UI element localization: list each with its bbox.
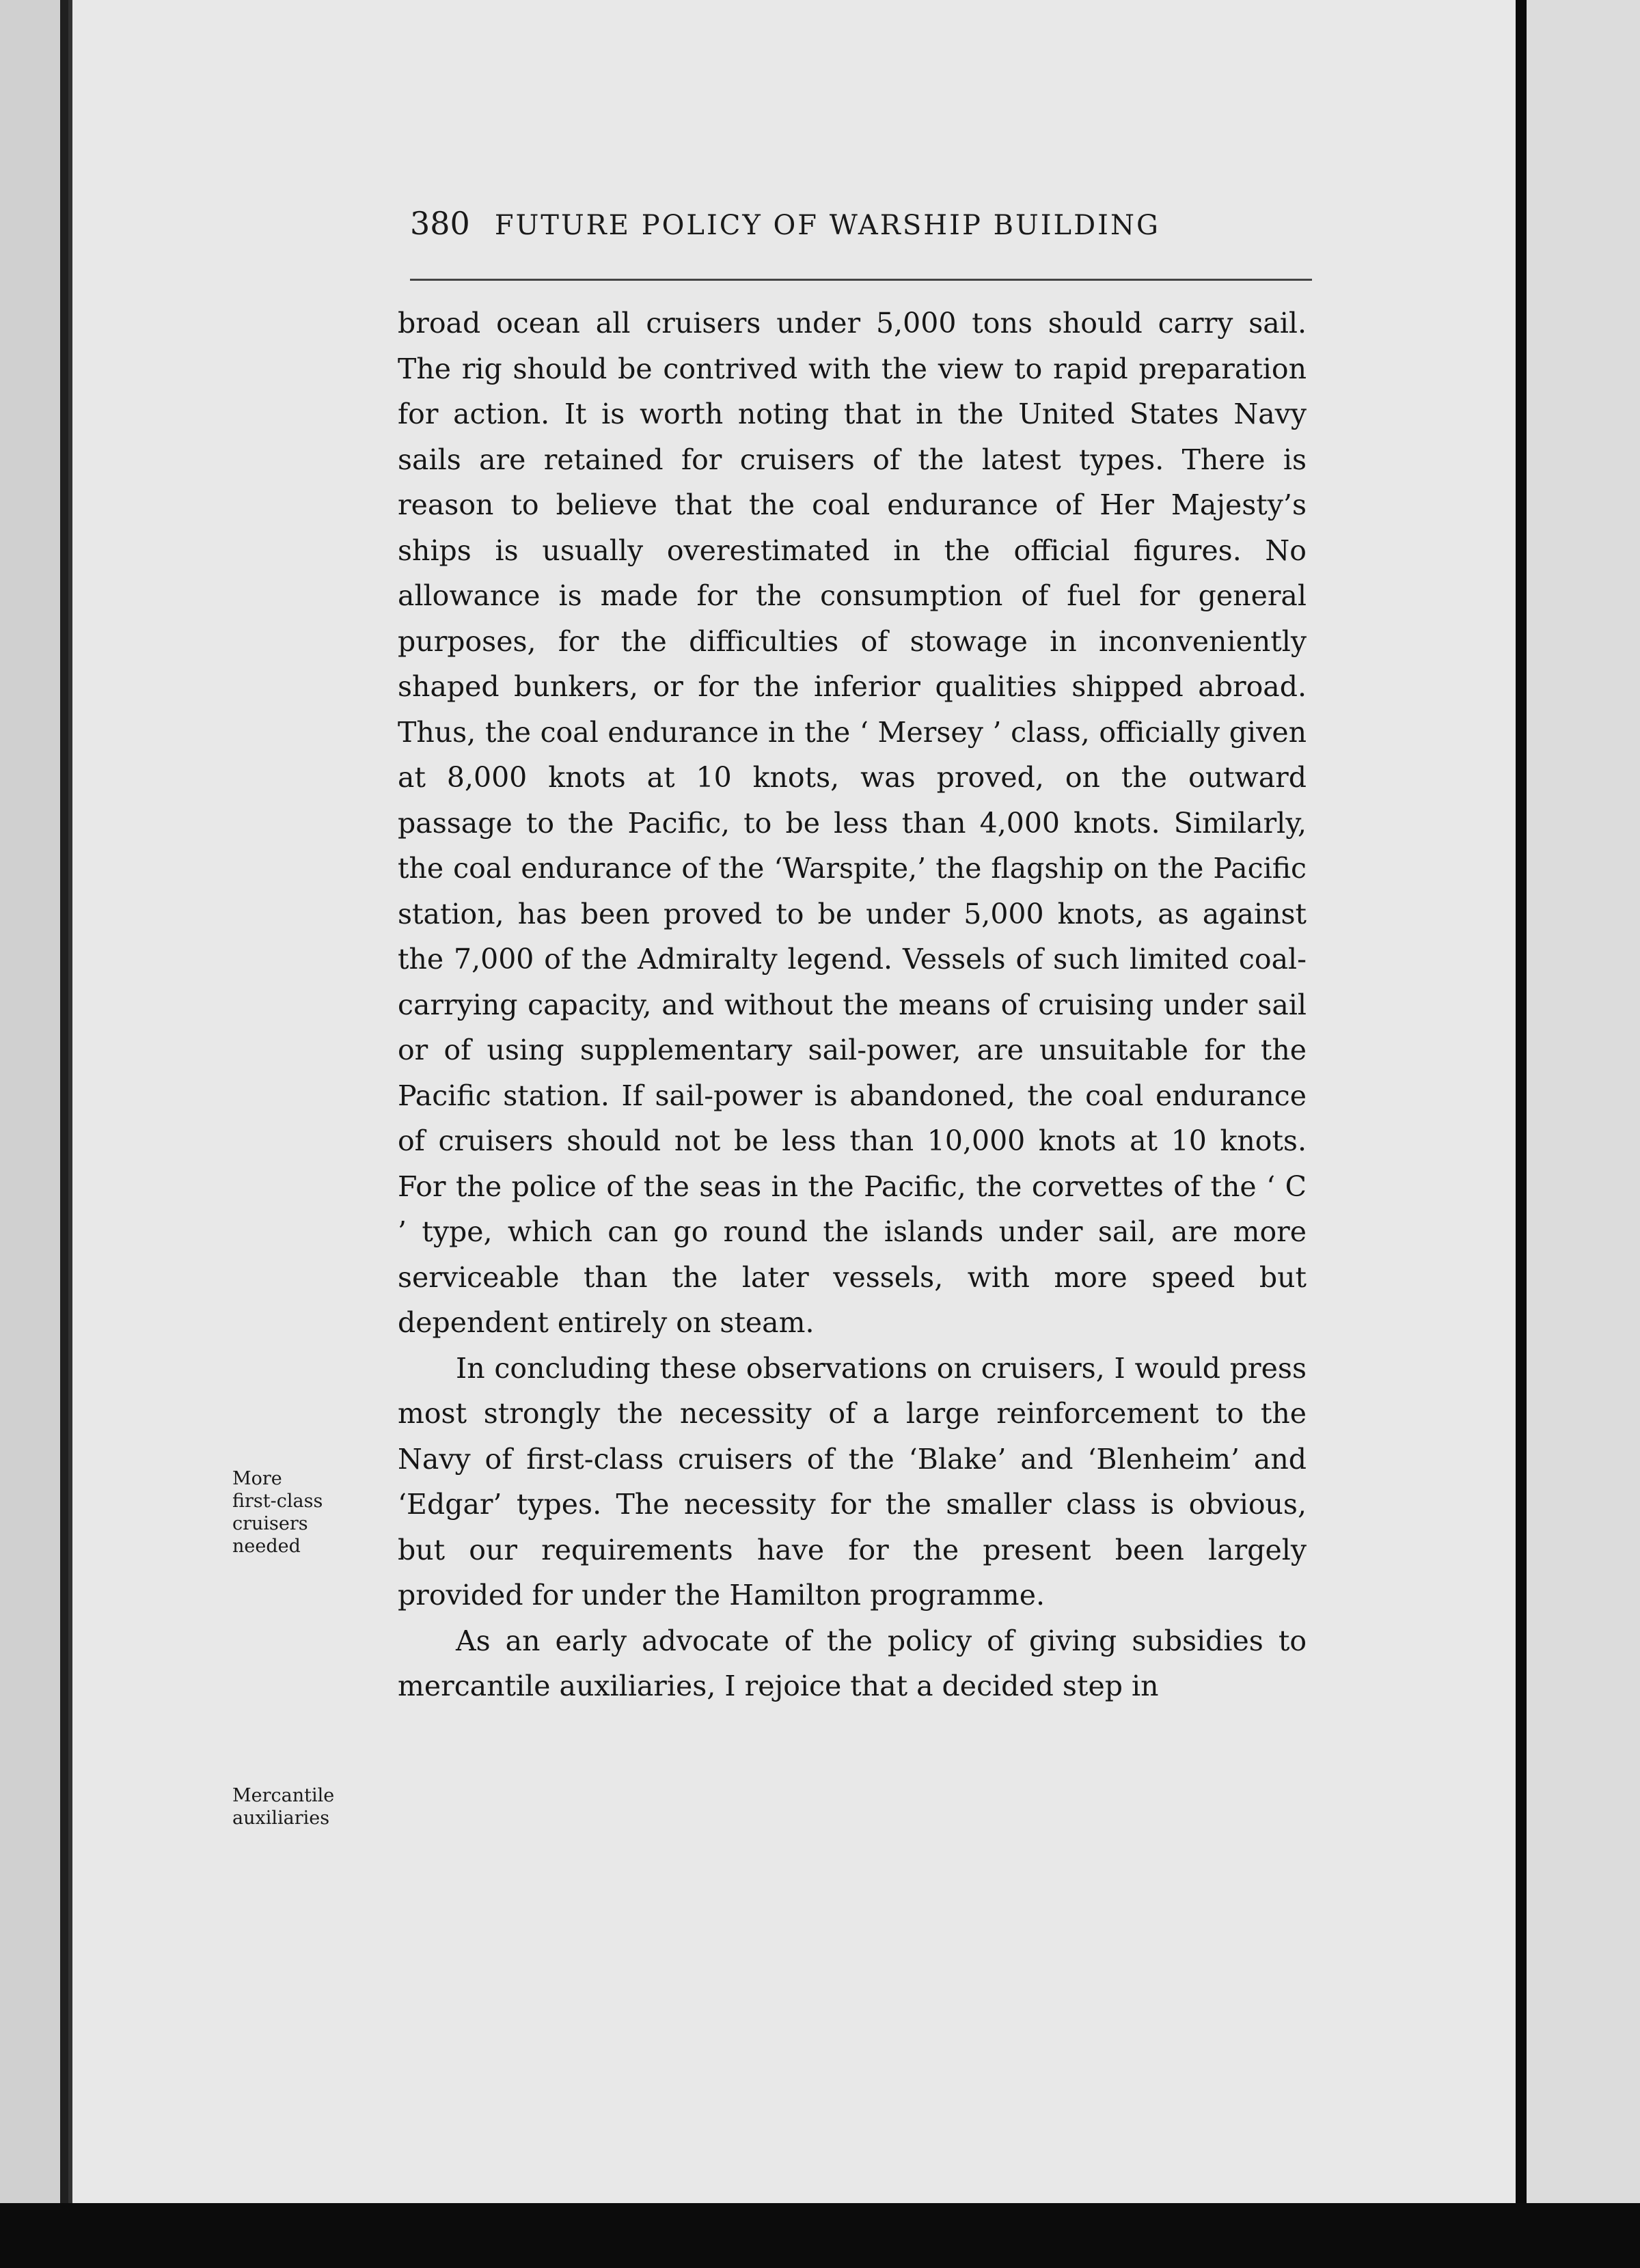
paragraph-2: In concluding these observations on cruisers, I would press most strongly the necessity of a large reinforcement to the Navy of first-class cruisers of the ‘Blake’ and ‘Blenheim’ and ‘Edgar’ types. The necessity for the smaller class is obvious, but our requirements have for the present been largely provided for under the Hamilton programme.: [398, 1351, 1307, 1612]
running-title: FUTURE POLICY OF WARSHIP BUILDING: [494, 210, 1160, 241]
margin-note-line: Mercantile: [232, 1785, 335, 1806]
scan-bottom-border: [0, 2203, 1640, 2268]
left-scan-margin: [0, 0, 68, 2203]
facing-page-edge: [1527, 0, 1640, 2203]
margin-note-line: needed: [232, 1536, 301, 1557]
paragraph-1: broad ocean all cruisers under 5,000 tons should carry sail. The rig should be contrived with the view to rapid preparation for action. It is worth noting that in the United States Navy sails are retained for cruisers of the latest types. There is reason to believe that the coal endurance of Her Majesty’s ships is usually overestimated in the official figures. No allowance is made for the consumption of fuel for general purposes, for the difficulties of stowage in inconveniently shaped bunkers, or for the inferior qualities shipped abroad. Thus, the coal endurance in the ‘ Mersey ’ class, officially given at 8,000 knots at 10 knots, was proved, on the outward passage to the Pacific, to be less than 4,000 knots. Similarly, the coal endurance of the ‘Warspite,’ the flagship on the Pacific station, has been proved to be under 5,000 knots, as against the 7,000 of the Admiralty legend. Vessels of such limited coal-carrying capacity, and without the means of cruising under sail or of using supplementary sail-power, are unsuitable for the Pacific station. If sail-power is abandoned, the coal endurance of cruisers should not be less than 10,000 knots at 10 knots. For the police of the seas in the Pacific, the corvettes of the ‘ C ’ type, which can go round the islands under sail, are more serviceable than the later vessels, with more speed but dependent entirely on steam.: [398, 307, 1307, 1339]
running-header: [410, 205, 1312, 260]
header-rule: [410, 279, 1312, 281]
page-number: 380: [410, 205, 470, 242]
margin-note-first-class-cruisers: [232, 1467, 383, 1558]
paragraph-3: As an early advocate of the policy of giving subsidies to mercantile auxiliaries, I rejoice that a decided step in: [398, 1624, 1307, 1702]
margin-note-line: More: [232, 1468, 282, 1489]
margin-note-mercantile-auxiliaries: [232, 1784, 383, 1829]
margin-note-line: auxiliaries: [232, 1808, 330, 1829]
body-text: [398, 301, 1307, 1709]
page-gutter-edge: [1516, 0, 1527, 2203]
margin-note-line: first-class: [232, 1491, 323, 1512]
margin-note-line: cruisers: [232, 1513, 308, 1534]
